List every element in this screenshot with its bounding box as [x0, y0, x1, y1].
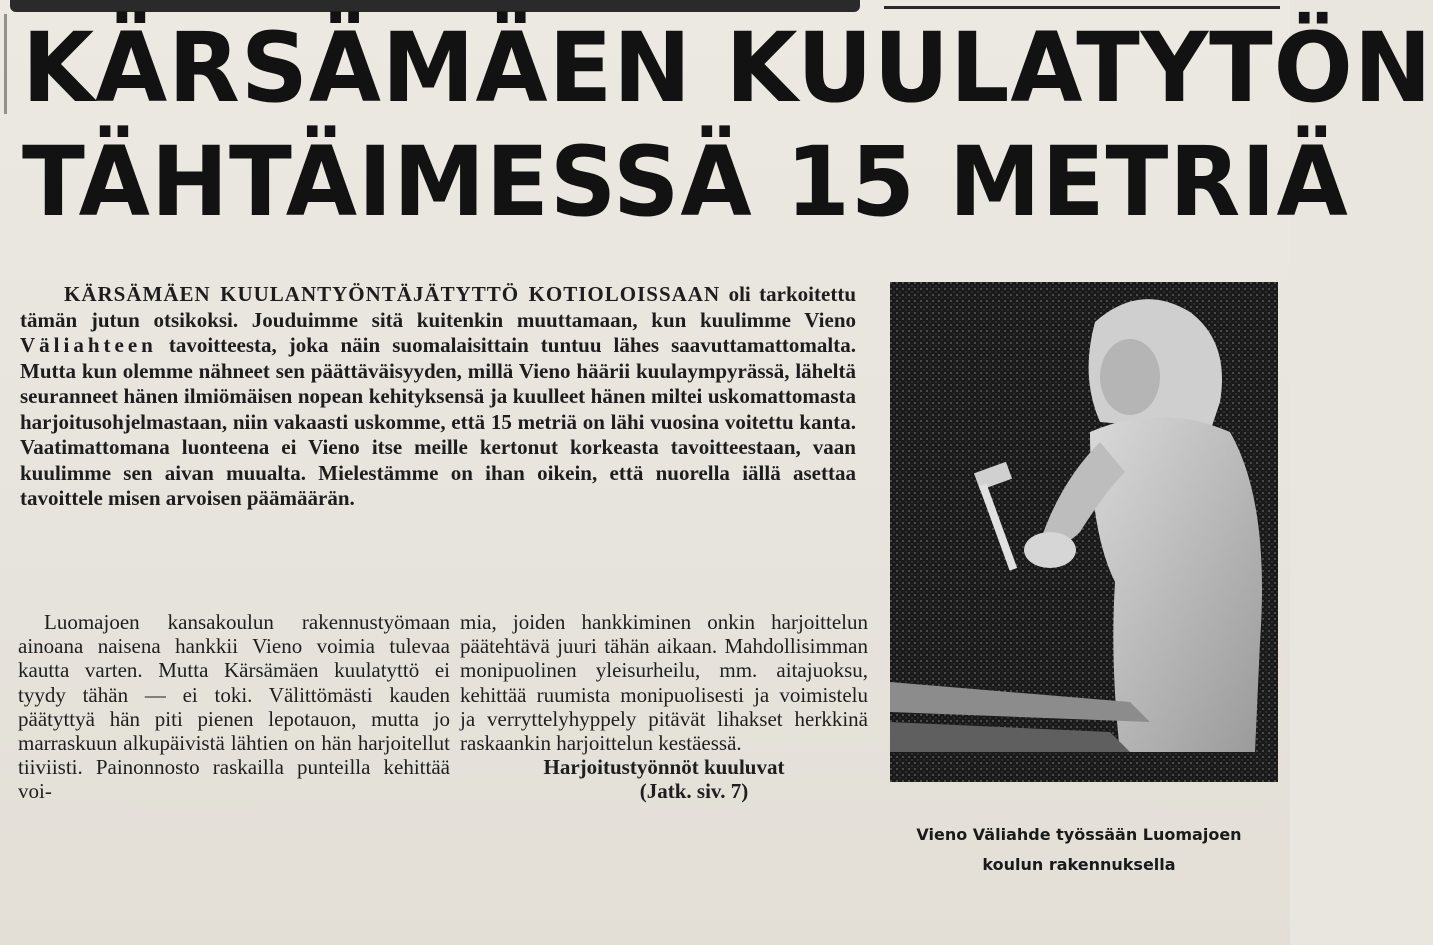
- lead-paragraph: [20, 282, 856, 512]
- headline-line-1: KÄRSÄMÄEN KUULATYTÖN: [22, 12, 1433, 124]
- body-column-1: [18, 610, 450, 804]
- continued-note: Harjoitustyönnöt kuuluvat: [543, 755, 785, 780]
- body-col1-text: Luomajoen kansakoulun rakennustyömaan ainoana naisena hankkii Vieno voimia tulevaa kautta varten. Mutta Kärsämäen kuulatyttö ei tyydy tähän — ei toki. Välittömästi kauden päätyttyä hän piti pienen lepotauon, mutta jo marraskuun alkupäivistä lähtien on hän harjoitellut tiiviisti. Painonnosto raskailla punteilla kehittää voi-: [18, 610, 450, 804]
- photo-caption: [872, 820, 1286, 880]
- photo-caption-line-2: koulun rakennuksella: [982, 855, 1176, 874]
- lead-name-spaced: Väliahteen: [20, 333, 157, 357]
- continued-ref: (Jatk. siv. 7): [639, 779, 749, 804]
- lead-text-b: tavoitteesta, joka näin suomalaisittain tuntuu lähes saavuttamattomalta. Mutta kun olemme nähneet sen päättäväisyyden, millä Vieno häärii kuulaympyrässä, läheltä seuranneet hänen ilmiömäisen nopean kehityksensä ja kuulleet hänen miltei uskomattomasta harjoitusohjelmastaan, niin vakaasti uskomme, että 15 metriä on lähi vuosina voitettu kanta. Vaatimattomana luonteena ei Vieno itse meille kertonut korkeasta tavoitteestaan, vaan kuulimme sen aivan muualta. Mielestämme on ihan oikein, että nuorella iällä asettaa tavoittele misen arvoisen päämäärän.: [20, 333, 856, 510]
- top-rule-right: [884, 6, 1280, 9]
- left-margin-mark: [4, 14, 7, 114]
- photo-illustration: [890, 282, 1278, 782]
- lead-text-a: oli tarkoitettu tämän jutun otsikoksi. Jouduimme sitä kuitenkin muuttamaan, kun kuulimme Vieno: [20, 282, 856, 332]
- body-col2-text: mia, joiden hankkiminen onkin harjoittelun päätehtävä juuri tähän aikaan. Mahdollisimman monipuolinen yleisurheilu, mm. aitajuoksu, kehittää ruumista monipuolisesti ja voimistelu ja verryttelyhyppely pitävät lihakset herkkinä raskaankin harjoittelun kestäessä.: [460, 610, 868, 756]
- photo-caption-line-1: Vieno Väliahde työssään Luomajoen: [916, 825, 1242, 844]
- news-photo: [890, 282, 1278, 782]
- top-rule-left: [10, 0, 860, 12]
- headline-line-2: TÄHTÄIMESSÄ 15 METRIÄ: [22, 126, 1349, 238]
- lead-caps: KÄRSÄMÄEN KUULANTYÖNTÄJÄTYTTÖ KOTIOLOISSAAN: [64, 282, 721, 306]
- body-column-2: [460, 610, 868, 804]
